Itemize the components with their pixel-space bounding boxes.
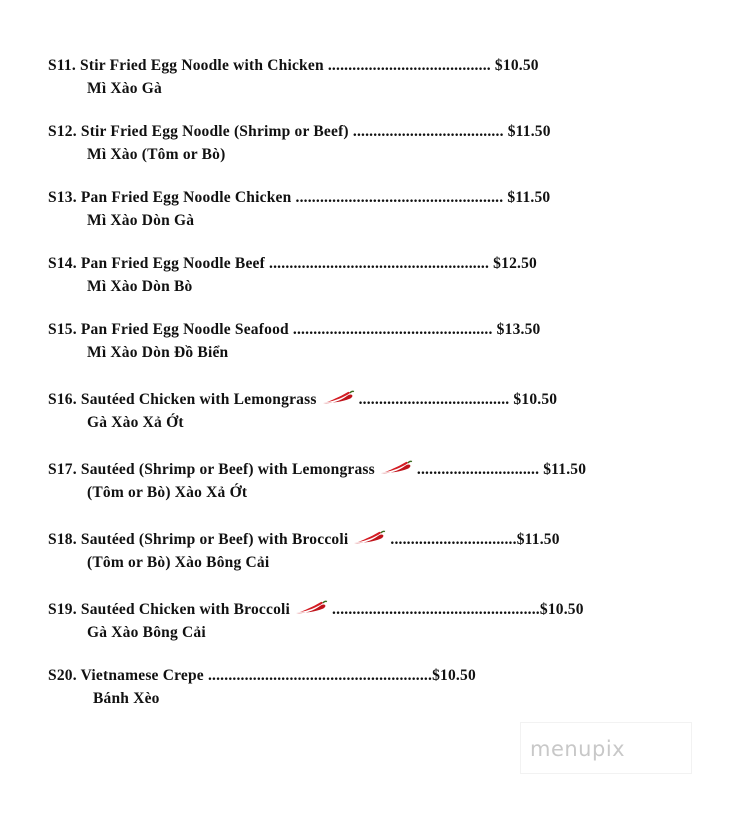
menu-item-vietnamese-name: (Tôm or Bò) Xào Xả Ớt xyxy=(87,484,248,501)
watermark-logo: menupix xyxy=(530,737,626,761)
menu-item-vietnamese-name: Mì Xào Gà xyxy=(87,80,162,97)
menu-item-s12 xyxy=(48,122,708,165)
menu-item-price: $11.50 xyxy=(539,461,587,478)
menu-item-s11 xyxy=(48,56,708,99)
menu-item-title: S11. Stir Fried Egg Noodle with Chicken ........................................ xyxy=(48,57,491,74)
menu-item-vietnamese-name: Mì Xào Dòn Gà xyxy=(87,212,195,229)
menu-item-s18 xyxy=(48,530,708,573)
menu-item-vietnamese-name: Gà Xào Bông Cải xyxy=(87,624,206,641)
menu-item-dots: ............................... xyxy=(390,531,517,548)
menu-item-title: S16. Sautéed Chicken with Lemongrass xyxy=(48,391,317,408)
menu-item-title: S15. Pan Fried Egg Noodle Seafood ................................................. xyxy=(48,321,493,338)
menu-item-price: $10.50 xyxy=(490,57,539,74)
menu-item-title-line xyxy=(48,320,708,340)
menu-item-vietnamese-name: Bánh Xèo xyxy=(93,690,160,707)
menu-item-title-line xyxy=(48,460,708,480)
menu-item-title-line xyxy=(48,122,708,142)
menu-item-dots: ..................................... xyxy=(358,391,510,408)
menu-item-price: $11.50 xyxy=(516,531,560,548)
menu-item-price: $10.50 xyxy=(432,667,476,684)
menu-item-title-line xyxy=(48,254,708,274)
menu-item-price: $13.50 xyxy=(492,321,541,338)
menu-item-title-line xyxy=(48,56,708,76)
menu-item-title: S13. Pan Fried Egg Noodle Chicken ................................................... xyxy=(48,189,504,206)
chili-pepper-icon xyxy=(294,600,328,616)
menu-item-title-line xyxy=(48,390,708,410)
menu-item-s17 xyxy=(48,460,708,503)
menu-item-dots: .............................. xyxy=(416,461,540,478)
menu-item-title-line xyxy=(48,600,708,620)
menu-item-s16 xyxy=(48,390,708,433)
menu-item-title: S14. Pan Fried Egg Noodle Beef ...................................................... xyxy=(48,255,490,272)
menu-item-vietnamese-name: Gà Xào Xả Ớt xyxy=(87,414,184,431)
chili-pepper-icon xyxy=(379,460,413,476)
menu-item-price: $11.50 xyxy=(503,189,551,206)
menu-item-title: S17. Sautéed (Shrimp or Beef) with Lemongrass xyxy=(48,461,375,478)
menu-item-s19 xyxy=(48,600,708,643)
menu-item-price: $11.50 xyxy=(503,123,551,140)
menu-item-title: S19. Sautéed Chicken with Broccoli xyxy=(48,601,291,618)
menu-item-s13 xyxy=(48,188,708,231)
menu-item-vietnamese-name: Mì Xào (Tôm or Bò) xyxy=(87,146,226,163)
menu-item-vietnamese-name: Mì Xào Dòn Bò xyxy=(87,278,193,295)
menu-item-title: S20. Vietnamese Crepe ....................................................... xyxy=(48,667,433,684)
menu-item-vietnamese-name: Mì Xào Dòn Đồ Biển xyxy=(87,344,229,361)
menu-item-s20 xyxy=(48,666,708,709)
menu-item-price: $10.50 xyxy=(509,391,558,408)
chili-pepper-icon xyxy=(321,390,355,406)
menu-item-s14 xyxy=(48,254,708,297)
menu-item-dots: ................................................... xyxy=(332,601,540,618)
menu-item-title-line xyxy=(48,530,708,550)
menu-item-title: S12. Stir Fried Egg Noodle (Shrimp or Beef) ..................................... xyxy=(48,123,504,140)
menu-item-vietnamese-name: (Tôm or Bò) Xào Bông Cải xyxy=(87,554,270,571)
menu-item-s15 xyxy=(48,320,708,363)
menu-item-title-line xyxy=(48,188,708,208)
menu-item-title: S18. Sautéed (Shrimp or Beef) with Broccoli xyxy=(48,531,349,548)
menu-item-price: $10.50 xyxy=(539,601,584,618)
menu-item-price: $12.50 xyxy=(489,255,537,272)
chili-pepper-icon xyxy=(352,530,386,546)
menu-item-title-line xyxy=(48,666,708,686)
